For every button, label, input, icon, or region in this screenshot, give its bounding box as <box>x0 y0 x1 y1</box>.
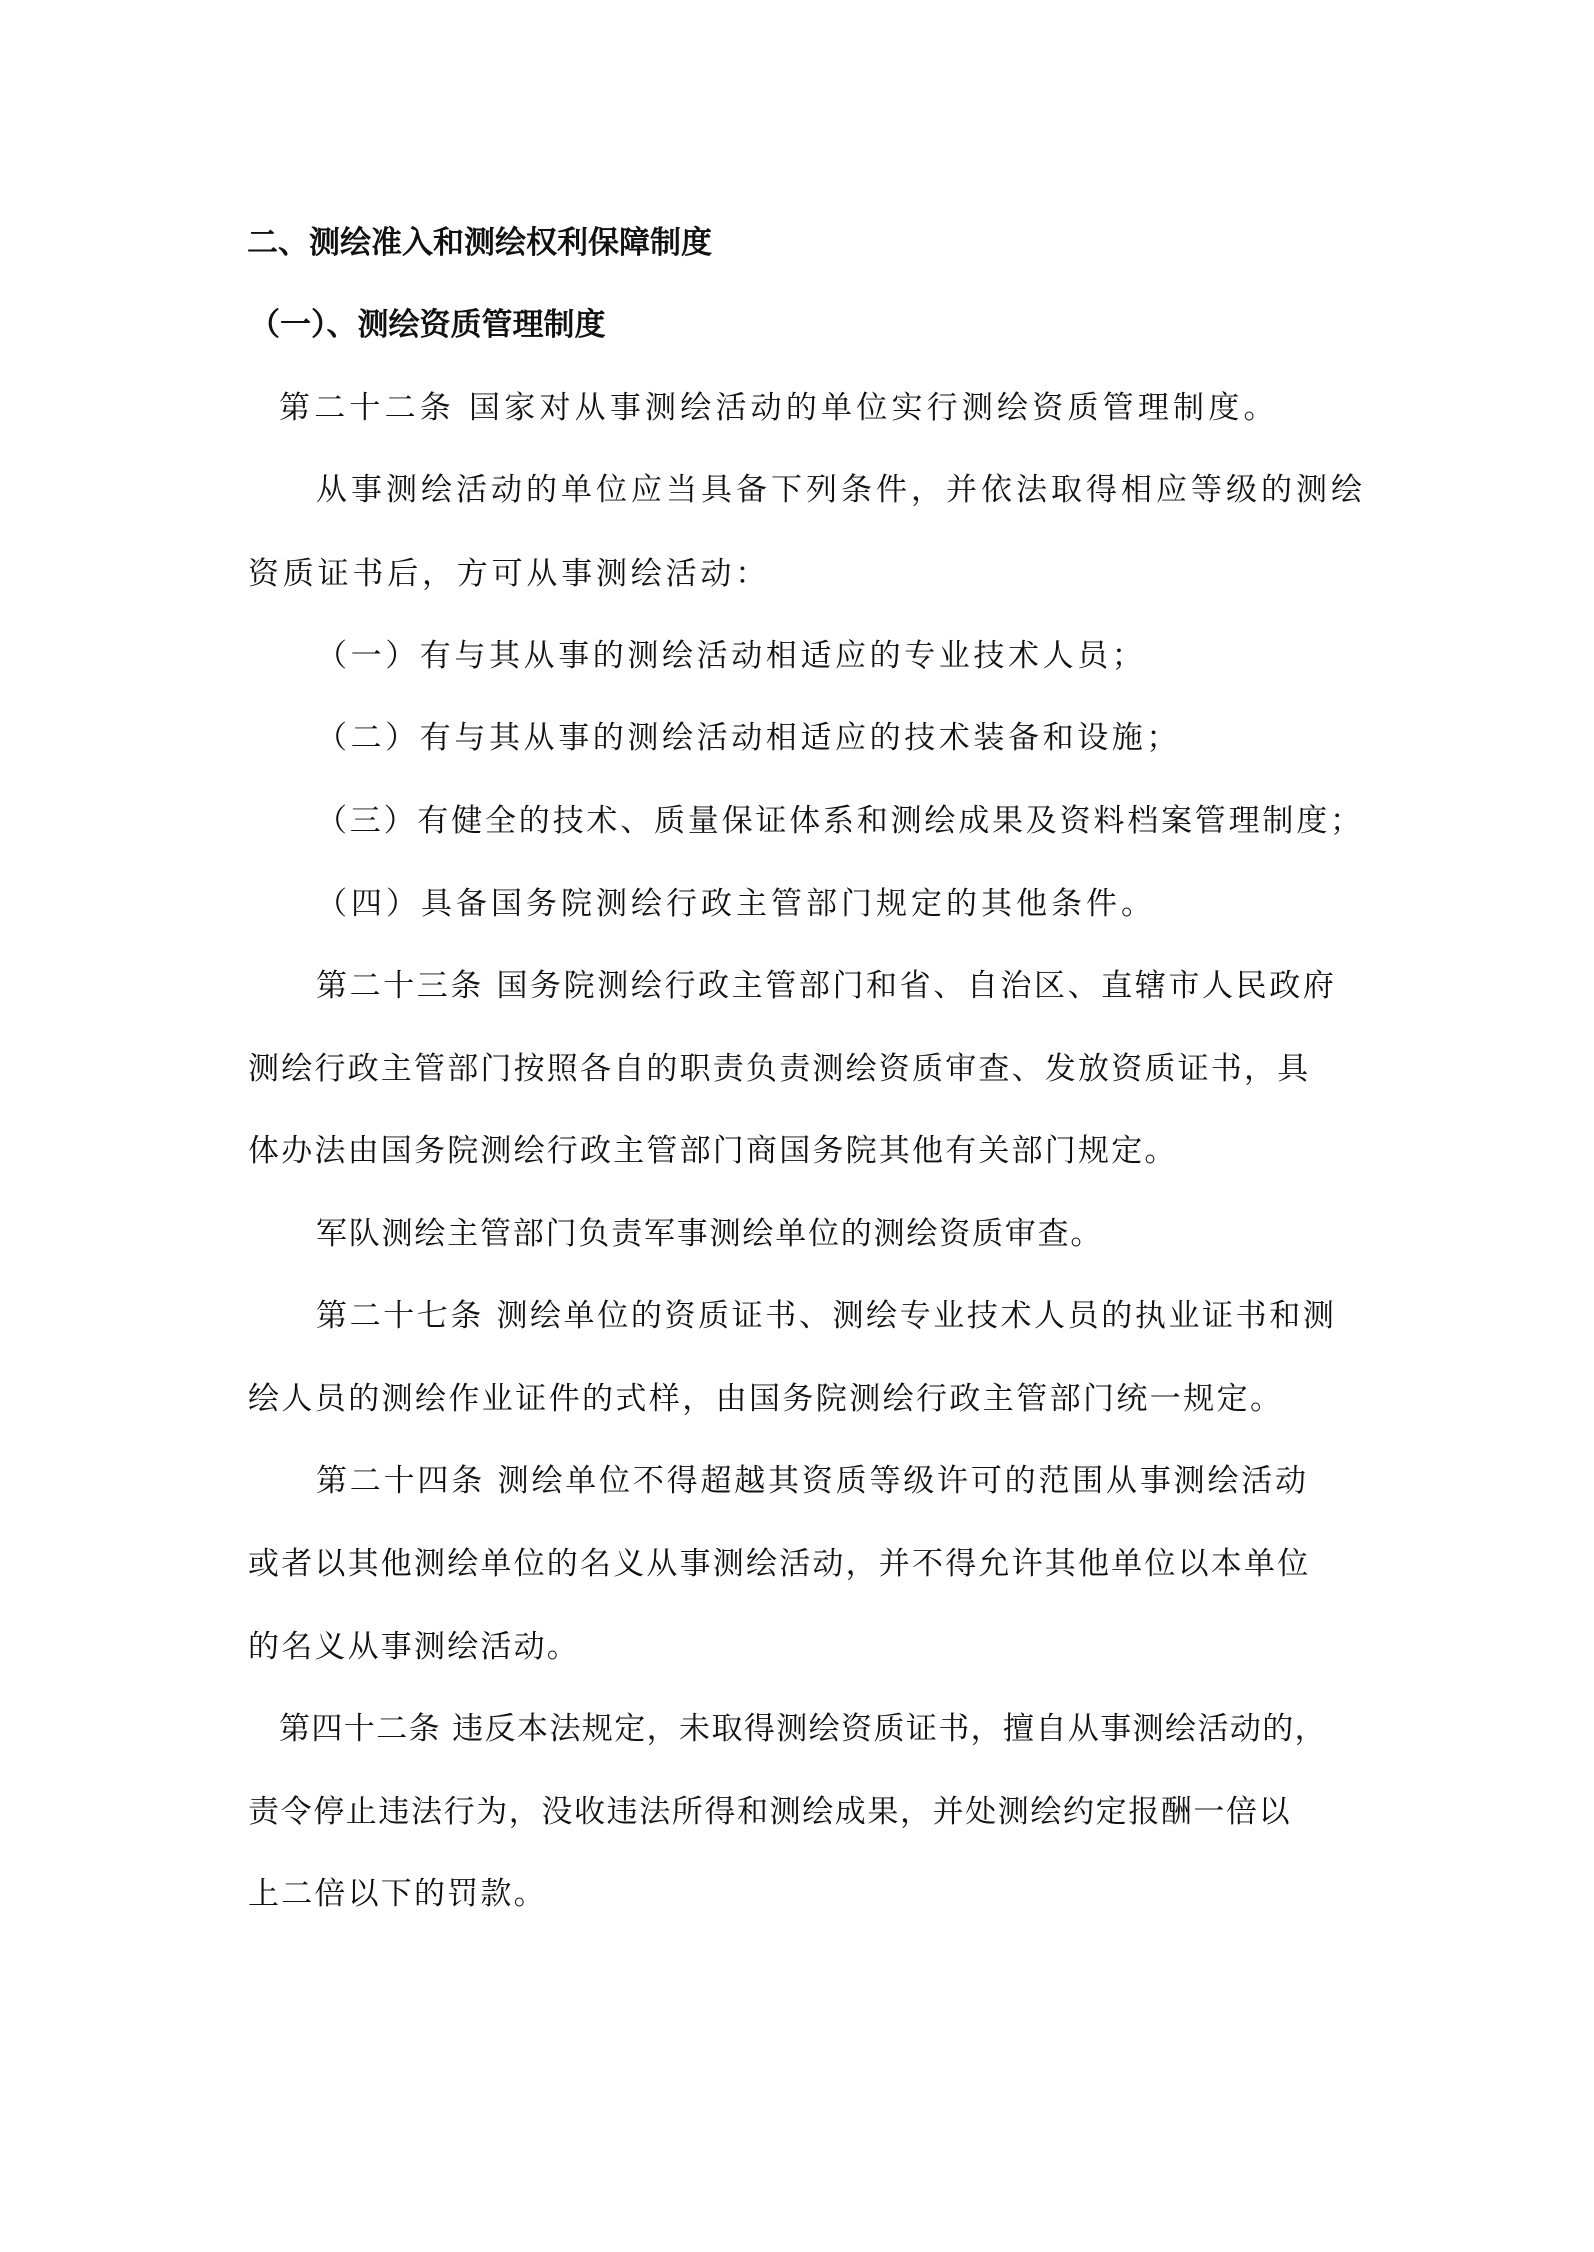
subsection-heading: （一）、测绘资质管理制度 <box>249 307 606 343</box>
article-22-line-1: 第二十二条 国家对从事测绘活动的单位实行测绘资质管理制度。 <box>279 390 1279 426</box>
paragraph-line: 体办法由国务院测绘行政主管部门商国务院其他有关部门规定。 <box>248 1133 1178 1169</box>
condition-item-3: （三）有健全的技术、质量保证体系和测绘成果及资料档案管理制度； <box>316 803 1364 839</box>
paragraph-line: 上二倍以下的罚款。 <box>248 1876 547 1912</box>
article-23-line-1: 第二十三条 国务院测绘行政主管部门和省、自治区、直辖市人民政府 <box>316 968 1337 1004</box>
section-heading: 二、测绘准入和测绘权利保障制度 <box>247 225 712 261</box>
paragraph-line: 绘人员的测绘作业证件的式样，由国务院测绘行政主管部门统一规定。 <box>248 1381 1284 1417</box>
article-27-line-1: 第二十七条 测绘单位的资质证书、测绘专业技术人员的执业证书和测 <box>316 1298 1337 1334</box>
paragraph-line: 测绘行政主管部门按照各自的职责负责测绘资质审查、发放资质证书，具 <box>248 1051 1311 1087</box>
paragraph-line: 责令停止违法行为，没收违法所得和测绘成果，并处测绘约定报酬一倍以 <box>248 1794 1292 1830</box>
paragraph-line: 军队测绘主管部门负责军事测绘单位的测绘资质审查。 <box>316 1216 1104 1252</box>
condition-item-1: （一）有与其从事的测绘活动相适应的专业技术人员； <box>316 638 1147 674</box>
condition-item-4: （四）具备国务院测绘行政主管部门规定的其他条件。 <box>316 886 1156 922</box>
paragraph-line: 或者以其他测绘单位的名义从事测绘活动，并不得允许其他单位以本单位 <box>248 1546 1311 1582</box>
condition-item-2: （二）有与其从事的测绘活动相适应的技术装备和设施； <box>316 720 1181 756</box>
article-42-line-1: 第四十二条 违反本法规定，未取得测绘资质证书，擅自从事测绘活动的， <box>279 1711 1328 1747</box>
article-24-line-1: 第二十四条 测绘单位不得超越其资质等级许可的范围从事测绘活动 <box>316 1463 1309 1499</box>
paragraph-line: 从事测绘活动的单位应当具备下列条件，并依法取得相应等级的测绘 <box>316 472 1366 508</box>
paragraph-line: 资质证书后，方可从事测绘活动： <box>248 556 770 592</box>
paragraph-line: 的名义从事测绘活动。 <box>248 1629 580 1665</box>
